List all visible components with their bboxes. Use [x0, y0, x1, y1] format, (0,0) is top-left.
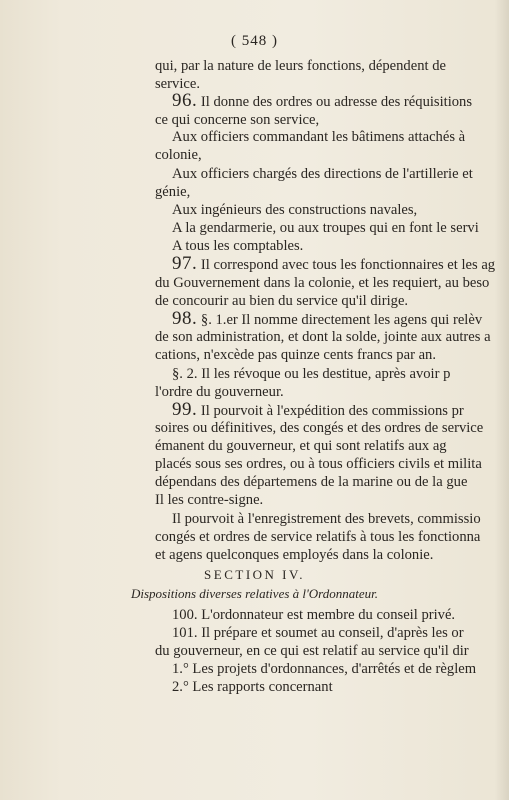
page-number: ( 548 ) — [231, 33, 278, 49]
text-line: 100. L'ordonnateur est membre du conseil privé. — [172, 607, 456, 623]
text-line: ce qui concerne son service, — [155, 112, 320, 128]
text-line: l'ordre du gouverneur. — [155, 384, 284, 400]
section-subtitle: Dispositions diverses relatives à l'Ordonnateur. — [131, 586, 378, 601]
text-line: du gouverneur, en ce qui est relatif au service qu'il dir — [155, 643, 469, 659]
paragraph-96 — [172, 92, 472, 111]
text-line: §. 2. Il les révoque ou les destitue, après avoir p — [172, 366, 451, 382]
paragraph-number: 96. — [172, 90, 198, 111]
text-line: A la gendarmerie, ou aux troupes qui en font le servi — [172, 220, 479, 236]
text-line: Il les contre-signe. — [155, 492, 264, 508]
section-heading: SECTION IV. — [204, 567, 305, 582]
paragraph-99 — [172, 401, 464, 420]
paragraph-number: 99. — [172, 399, 198, 420]
text-line: colonie, — [155, 147, 202, 163]
text-line: 2.° Les rapports concernant — [172, 679, 333, 695]
text-line: qui, par la nature de leurs fonctions, dépendent de — [155, 58, 446, 74]
text-line: de son administration, et dont la solde, jointe aux autres a — [155, 329, 491, 345]
text-line: §. 1.er Il nomme directement les agens qui relèv — [197, 312, 483, 328]
text-line: soires ou définitives, des congés et des ordres de service — [155, 420, 484, 436]
text-line: placés sous ses ordres, ou à tous officiers civils et milita — [155, 456, 482, 472]
paragraph-number: 97. — [172, 253, 198, 274]
text-line: A tous les comptables. — [172, 238, 304, 254]
text-line: Il donne des ordres ou adresse des réquisitions — [197, 94, 473, 110]
text-line: Il correspond avec tous les fonctionnaires et les ag — [197, 257, 496, 273]
text-line: génie, — [155, 184, 191, 200]
text-line: émanent du gouverneur, et qui sont relatifs aux ag — [155, 438, 447, 454]
page-gutter-shadow — [495, 0, 509, 800]
paragraph-97 — [172, 255, 495, 274]
paragraph-98 — [172, 310, 482, 329]
text-line: Aux ingénieurs des constructions navales, — [172, 202, 418, 218]
text-line: 101. Il prépare et soumet au conseil, d'après les or — [172, 625, 464, 641]
text-line: 1.° Les projets d'ordonnances, d'arrêtés et de règlem — [172, 661, 477, 677]
text-line: et agens quelconques employés dans la colonie. — [155, 547, 434, 563]
text-line: du Gouvernement dans la colonie, et les requiert, au beso — [155, 275, 490, 291]
text-line: service. — [155, 76, 200, 92]
text-line: de concourir au bien du service qu'il dirige. — [155, 293, 409, 309]
text-line: congés et ordres de service relatifs à tous les fonctionna — [155, 529, 481, 545]
text-line: Aux officiers commandant les bâtimens attachés à — [172, 129, 466, 145]
text-line: Il pourvoit à l'expédition des commissions pr — [197, 403, 464, 419]
text-line: Aux officiers chargés des directions de l'artillerie et — [172, 166, 473, 182]
text-line: Il pourvoit à l'enregistrement des brevets, commissio — [172, 511, 481, 527]
text-line: dépendans des départemens de la marine ou de la gue — [155, 474, 468, 490]
paragraph-number: 98. — [172, 308, 198, 329]
text-line: cations, n'excède pas quinze cents francs par an. — [155, 347, 437, 363]
